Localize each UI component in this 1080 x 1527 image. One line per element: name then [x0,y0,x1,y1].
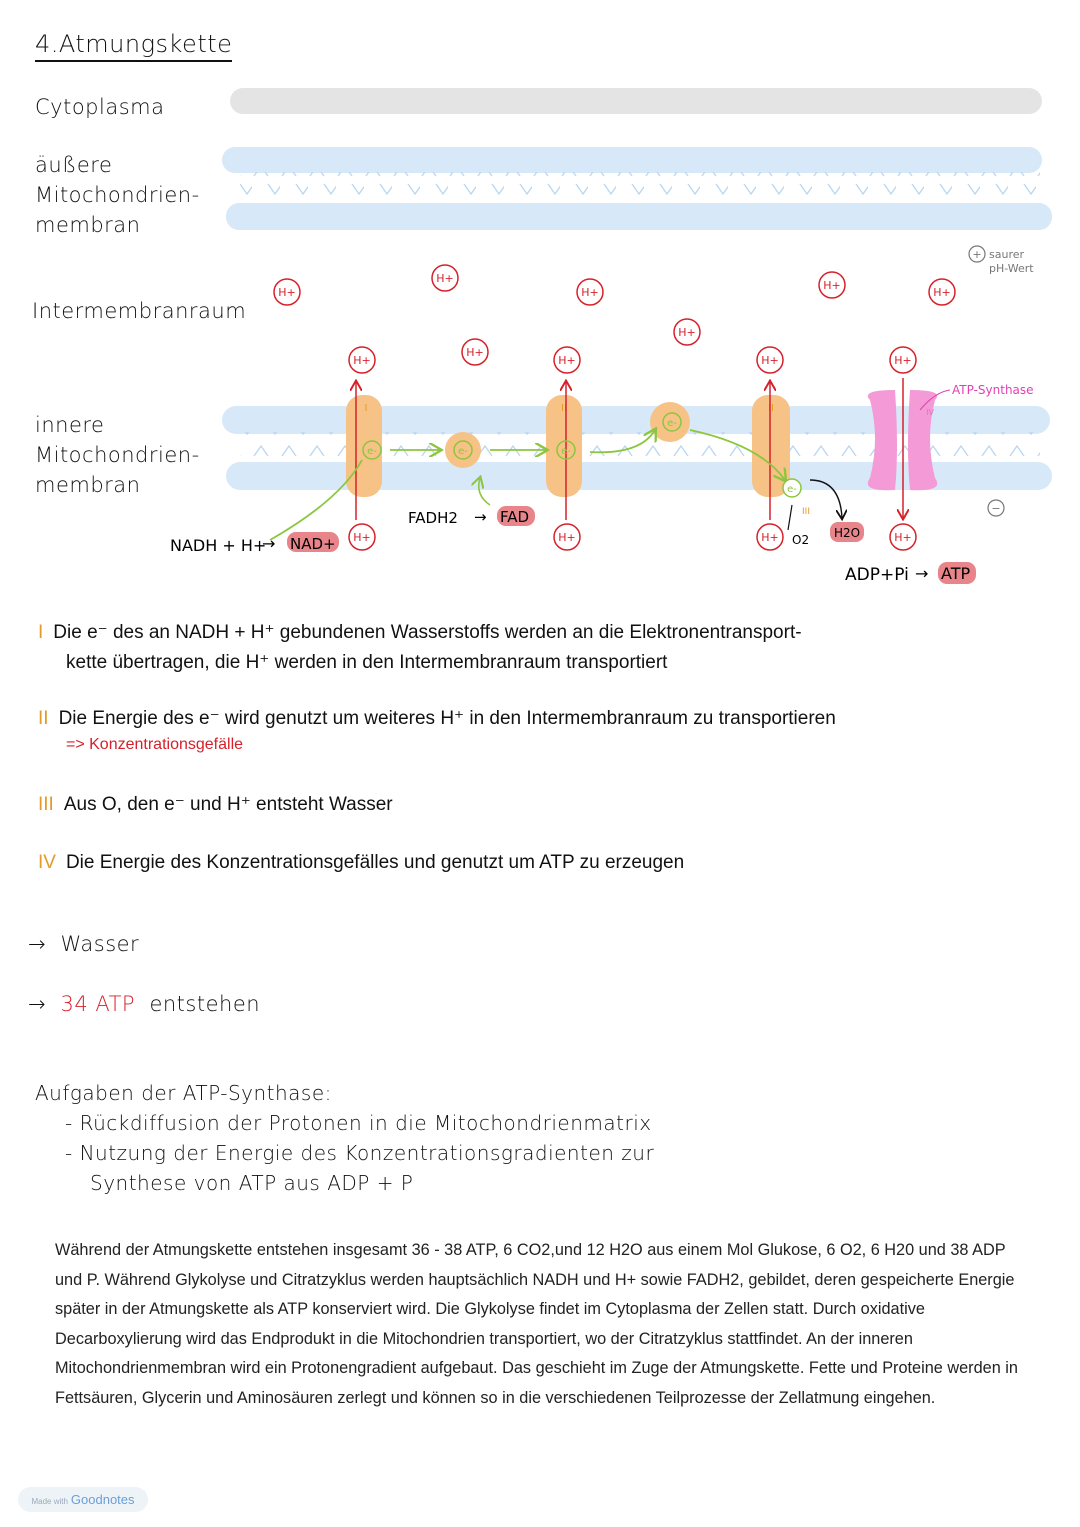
adp-label: ADP+Pi [845,565,909,585]
arrow-icon: → [915,564,929,583]
label-line: membran [35,213,141,237]
proton-label: H+ [353,531,371,544]
task-item: - Nutzung der Energie des Konzentrationsgradienten zur [65,1141,655,1165]
proton-label: H+ [761,531,779,544]
o2-label: O2 [792,533,810,547]
atp-synthase-tasks [35,1078,654,1198]
electron: e- [787,484,797,495]
proton-label: H+ [353,354,371,367]
step-2 [38,704,1073,756]
outer-membrane [222,147,1052,230]
arrow-icon: → [28,932,47,956]
summary-paragraph: Während der Atmungskette entstehen insgesamt 36 - 38 ATP, 6 CO2,und 12 H2O aus einem Mol Glukose, 6 O2, 6 H20 und 38 ADP und P. Während Glykolyse und Citratzyklus werden hauptsächlich NADH und H+ sowie FADH2, gebildet, deren gespeicherte Energie später in der Atmungskette als ATP konserviert wird. Die Glykolyse findet im Cytoplasma der Zellen statt. Durch oxidative Decarboxylierung wird das Endprodukt in die Mitochondrien transportiert, wo der Citratzyklus stattfindet. An der inneren Mitochondrienmembran wird ein Protonengradient aufgebaut. Das geschieht im Zuge der Atmungskette. Fette und Proteine werden in Fettsäuren, Glycerin und Aminosäuren zerlegt und können so in die verschiedenen Teilprozesse der Zellatmung eingehen. [55,1241,1018,1407]
cytoplasm-bar [230,88,1042,114]
electron: e- [561,446,571,457]
page-title: 4.Atmungskette [35,30,232,62]
tasks-heading: Aufgaben der ATP-Synthase: [35,1081,332,1105]
arrow-icon: → [474,508,487,526]
label-intermembrane: Intermembranraum [32,299,247,323]
complex-label: I [364,403,368,414]
proton-label: H+ [278,286,296,299]
task-item: Synthese von ATP aus ADP + P [90,1171,414,1195]
step-number: IV [38,852,56,873]
result-text: Wasser [60,932,140,956]
step-text: Die e⁻ des an NADH + H⁺ gebundenen Wasserstoffs werden an die Elektronentransport- [53,622,802,643]
proton-label: H+ [933,286,951,299]
proton-label: H+ [678,326,696,339]
nadh-label: NADH + H+ [170,536,267,555]
result-water [28,932,139,956]
step-1 [38,618,1073,678]
result-text: entstehen [149,992,261,1016]
proton-label: H+ [581,286,599,299]
proton-label: H+ [466,346,484,359]
acid-note: saurer [989,248,1025,261]
step-number: III [38,794,54,815]
proton-label: H+ [558,354,576,367]
electron: e- [667,418,677,429]
proton-label: H+ [894,354,912,367]
minus-sign: − [991,502,1001,515]
step-text: kette übertragen, die H⁺ werden in den Intermembranraum transportiert [66,652,668,673]
badge-prefix: Made with [31,1497,68,1506]
electron: e- [458,446,468,457]
task-item: - Rückdiffusion der Protonen in die Mitochondrienmatrix [65,1111,652,1135]
arrow-icon: → [28,992,47,1016]
label-line: äußere [35,153,113,177]
atp-synthase-label: ATP-Synthase [952,383,1034,397]
fad-label: FAD [500,508,530,526]
label-line: Mitochondrien- [35,443,200,467]
result-highlight: 34 ATP [60,992,136,1016]
step-result: => Konzentrationsgefälle [66,736,244,753]
step-text: Die Energie des Konzentrationsgefälles und genutzt um ATP zu erzeugen [65,852,685,873]
arrow-icon: → [262,534,276,553]
step-text: Aus O, den e⁻ und H⁺ entsteht Wasser [63,794,393,815]
result-atp [28,992,260,1016]
complex-label: II [768,403,774,414]
label-line: innere [35,413,105,437]
proton-label: H+ [823,279,841,292]
step-text: Die Energie des e⁻ wird genutzt um weiteres H⁺ in den Intermembranraum zu transportieren [58,708,836,729]
atp-label: ATP [941,564,971,583]
fadh2-label: FADH2 [408,509,458,527]
acid-note: pH-Wert [989,262,1034,275]
h2o-label: H2O [834,526,861,540]
step-number: I [38,622,44,643]
complex-label: II [561,403,567,414]
label-line: Mitochondrien- [35,183,200,207]
electron: e- [367,446,377,457]
complex-label: IV [926,408,934,417]
respiratory-chain-diagram [0,0,1080,600]
proton-label: H+ [558,531,576,544]
plus-sign: + [972,248,982,261]
proton-label: H+ [436,272,454,285]
step-number: II [38,708,49,729]
step-4 [38,848,1073,878]
proton-label: H+ [894,531,912,544]
badge-brand: Goodnotes [70,1492,135,1507]
label-line: membran [35,473,141,497]
goodnotes-badge[interactable] [18,1487,148,1512]
complex-label: III [802,507,810,517]
proton-label: H+ [761,354,779,367]
label-cytoplasma: Cytoplasma [35,95,165,119]
step-3 [38,790,1073,820]
nad-label: NAD+ [290,535,336,553]
